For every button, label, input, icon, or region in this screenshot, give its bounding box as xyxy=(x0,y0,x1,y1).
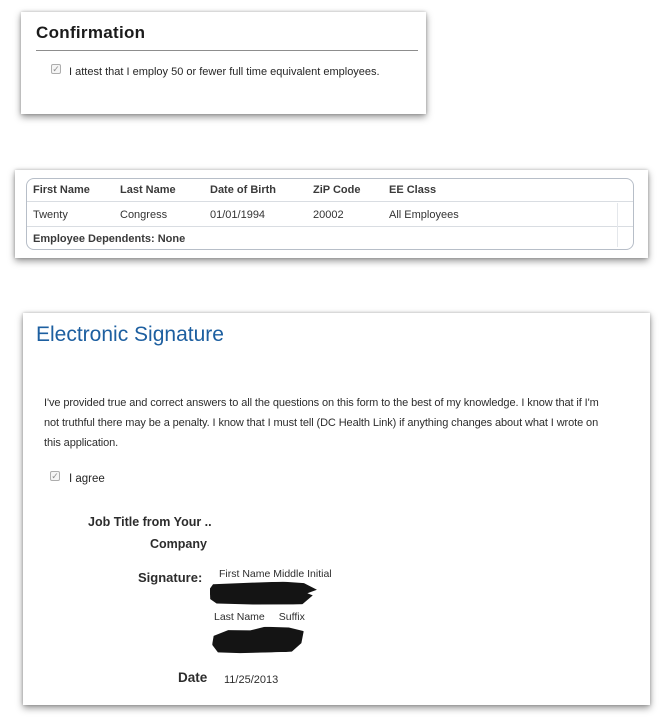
job-title-label-line1: Job Title from Your .. xyxy=(88,515,212,529)
confirmation-title: Confirmation xyxy=(36,23,418,51)
dependents-note: Employee Dependents: None xyxy=(33,232,186,245)
cell-ee-class: All Employees xyxy=(389,208,459,221)
signature-last-name-redaction xyxy=(212,625,305,654)
column-header-last-name: Last Name xyxy=(120,184,176,196)
table-row xyxy=(27,203,633,227)
checkmark-icon: ✓ xyxy=(51,471,59,481)
date-value: 11/25/2013 xyxy=(224,674,279,686)
confirmation-panel xyxy=(21,12,426,114)
electronic-signature-title: Electronic Signature xyxy=(36,323,224,346)
cell-zip: 20002 xyxy=(313,208,344,221)
suffix-hint: Suffix xyxy=(278,611,305,623)
attest-checkbox[interactable] xyxy=(51,64,61,74)
table-right-divider xyxy=(617,203,618,247)
roster-header-row xyxy=(27,179,633,202)
cell-first-name: Twenty xyxy=(33,208,68,221)
employee-roster-panel xyxy=(15,170,648,258)
column-header-first-name: First Name xyxy=(33,184,90,196)
dependents-row xyxy=(27,228,633,249)
agree-label: I agree xyxy=(69,473,105,485)
attest-row xyxy=(51,66,412,78)
agree-row xyxy=(50,473,105,485)
cell-last-name: Congress xyxy=(120,208,168,221)
column-header-dob: Date of Birth xyxy=(210,184,276,196)
attest-label: I attest that I employ 50 or fewer full time equivalent employees. xyxy=(69,66,380,78)
signature-statement: I've provided true and correct answers to all the questions on this form to the best of my knowledge. I know that if I'm not truthful there may be a penalty. I know that I must tell (DC Health Link) if anything changes about what I wrote on this application. xyxy=(44,397,599,449)
agree-checkbox[interactable] xyxy=(50,471,60,481)
date-field-label: Date xyxy=(178,670,208,685)
employee-roster-table xyxy=(26,178,634,250)
checkmark-icon: ✓ xyxy=(52,64,60,74)
last-name-hint: Last Name xyxy=(214,611,265,623)
signature-first-name-redaction xyxy=(210,581,317,606)
last-name-suffix-hint xyxy=(214,611,305,623)
job-title-label-line2: Company xyxy=(150,537,207,551)
column-header-zip: ZiP Code xyxy=(313,184,361,196)
electronic-signature-panel xyxy=(23,313,650,705)
column-header-ee-class: EE Class xyxy=(389,184,437,196)
cell-dob: 01/01/1994 xyxy=(210,208,266,221)
first-name-hint: First Name Middle Initial xyxy=(219,568,332,580)
signature-field-label: Signature: xyxy=(138,570,203,585)
